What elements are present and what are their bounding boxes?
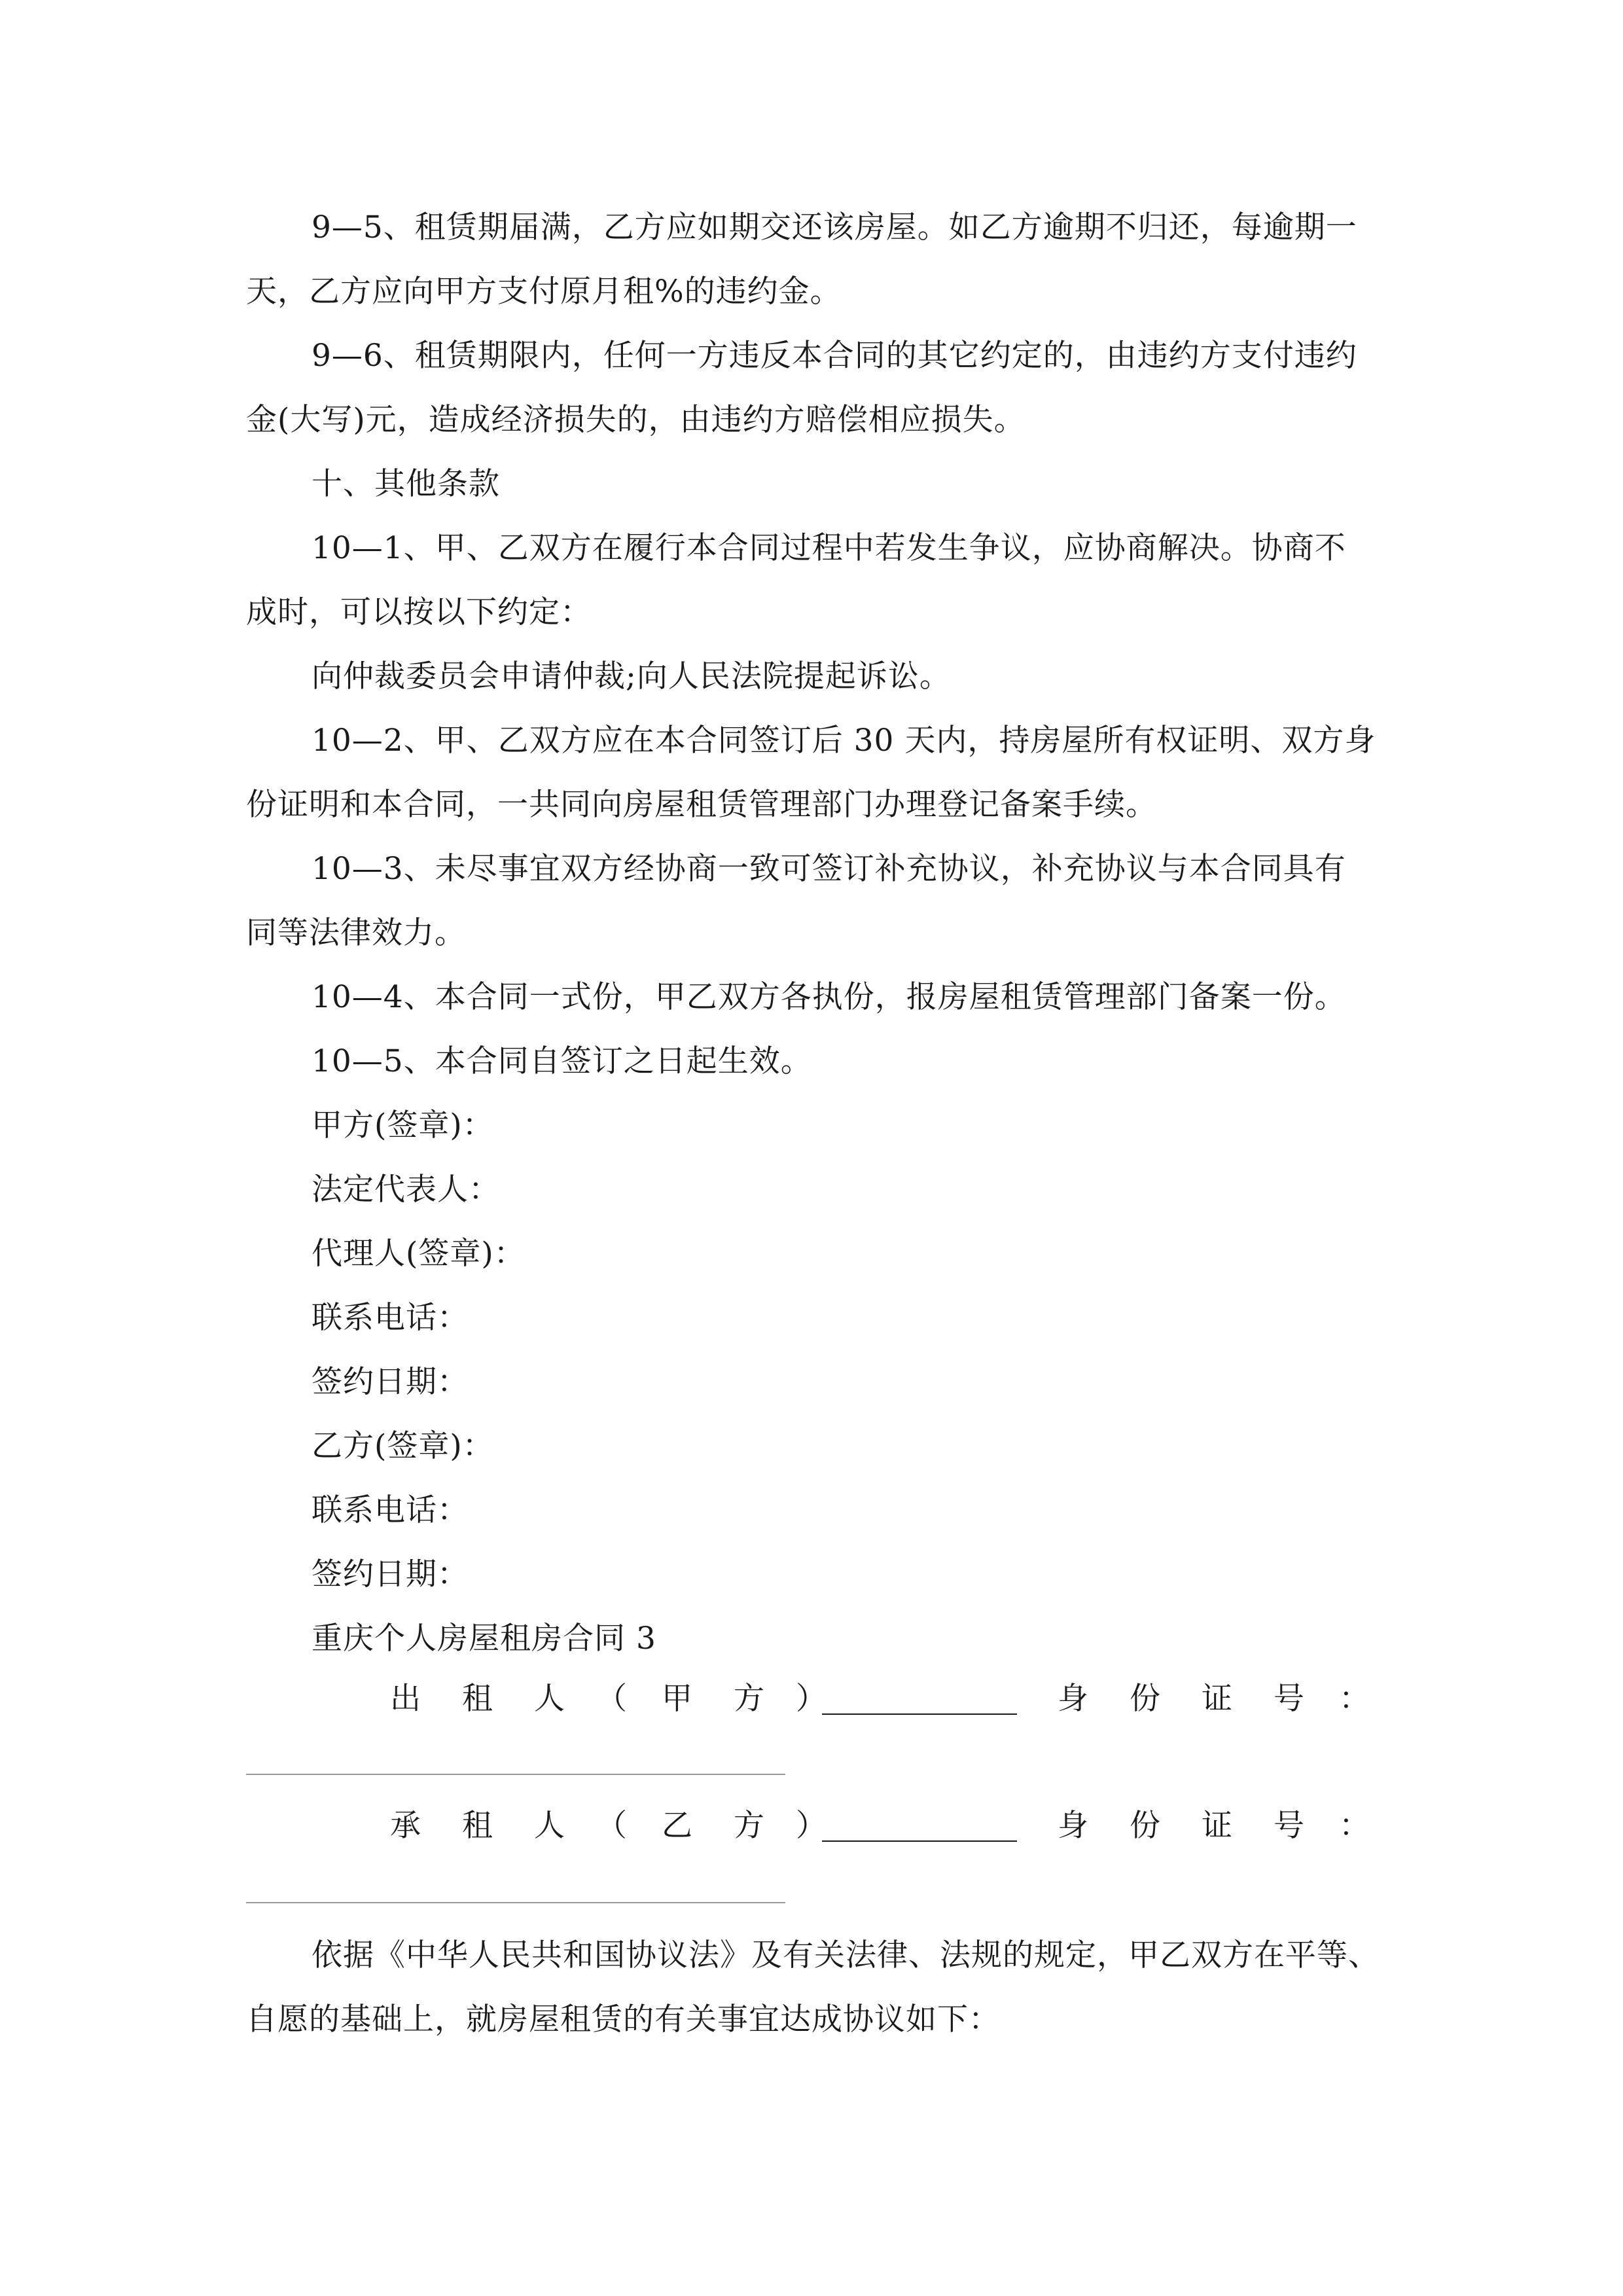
section-10-heading: 十、其他条款 xyxy=(312,466,500,502)
clause-10-1-options: 向仲裁委员会申请仲裁;向人民法院提起诉讼。 xyxy=(312,658,951,694)
party-b-phone-label: 联系电话： xyxy=(312,1492,469,1528)
clause-9-6-line-1: 9—6、租赁期限内，任何一方违反本合同的其它约定的，由违约方支付违约 xyxy=(312,338,1357,374)
lessee-id-char: 份 xyxy=(1130,1808,1160,1844)
contract-3-title: 重庆个人房屋租房合同 3 xyxy=(312,1621,656,1657)
clause-10-2-line-2: 份证明和本合同，一共同向房屋租赁管理部门办理登记备案手续。 xyxy=(246,787,1157,823)
lessor-id-char: 号 xyxy=(1274,1681,1304,1717)
clause-10-5: 10—5、本合同自签订之日起生效。 xyxy=(312,1043,812,1079)
lessor-id-char: ： xyxy=(1339,1681,1370,1717)
lessee-id-char: 证 xyxy=(1202,1808,1232,1844)
lessor-id-char: 证 xyxy=(1202,1681,1232,1717)
lessee-char: （ xyxy=(596,1808,627,1844)
lessee-id-blank xyxy=(246,1902,785,1903)
lessee-row xyxy=(246,1806,1378,1846)
lessor-char: （ xyxy=(596,1681,627,1717)
lessee-id-char: ： xyxy=(1339,1808,1370,1844)
clause-10-1-line-1: 10—1、甲、乙双方在履行本合同过程中若发生争议，应协商解决。协商不 xyxy=(312,530,1346,566)
lessee-id-char: 号 xyxy=(1274,1808,1304,1844)
clause-10-3-line-2: 同等法律效力。 xyxy=(246,915,466,951)
contract-3-intro-line-2: 自愿的基础上，就房屋租赁的有关事宜达成协议如下： xyxy=(246,2001,1000,2037)
lessor-id-blank xyxy=(246,1774,785,1775)
party-b-seal-label: 乙方(签章)： xyxy=(312,1428,494,1464)
clause-9-5-line-2: 天，乙方应向甲方支付原月租%的违约金。 xyxy=(246,274,842,310)
party-a-seal-label: 甲方(签章)： xyxy=(312,1107,494,1143)
party-b-date-label: 签约日期： xyxy=(312,1556,469,1592)
lessee-char: 方 xyxy=(734,1808,764,1844)
lessor-char: 人 xyxy=(534,1681,565,1717)
legal-rep-label: 法定代表人： xyxy=(312,1172,500,1208)
agent-seal-label: 代理人(签章)： xyxy=(312,1236,526,1272)
lessee-id-char: 身 xyxy=(1058,1808,1088,1844)
party-a-date-label: 签约日期： xyxy=(312,1364,469,1400)
clause-9-5-line-1: 9—5、租赁期届满，乙方应如期交还该房屋。如乙方逾期不归还，每逾期一 xyxy=(312,209,1357,245)
party-a-phone-label: 联系电话： xyxy=(312,1300,469,1336)
lessor-char: ） xyxy=(796,1681,827,1717)
lessee-char: 承 xyxy=(390,1808,421,1844)
lessee-char: 人 xyxy=(534,1808,565,1844)
lessor-id-char: 份 xyxy=(1130,1681,1160,1717)
clause-10-4: 10—4、本合同一式份，甲乙双方各执份，报房屋租赁管理部门备案一份。 xyxy=(312,979,1346,1015)
lessor-row xyxy=(246,1679,1378,1719)
clause-9-6-line-2: 金(大写)元，造成经济损失的，由违约方赔偿相应损失。 xyxy=(246,402,1026,438)
clause-10-3-line-1: 10—3、未尽事宜双方经协商一致可签订补充协议，补充协议与本合同具有 xyxy=(312,851,1346,887)
clause-10-1-line-2: 成时，可以按以下约定： xyxy=(246,594,592,630)
lessee-char: 乙 xyxy=(662,1808,692,1844)
lessor-char: 方 xyxy=(734,1681,764,1717)
clause-10-2-line-1: 10—2、甲、乙双方应在本合同签订后 30 天内，持房屋所有权证明、双方身 xyxy=(312,723,1376,759)
lessee-name-blank xyxy=(822,1840,1017,1842)
lessor-char: 租 xyxy=(462,1681,493,1717)
lessor-char: 甲 xyxy=(662,1681,692,1717)
contract-3-intro-line-1: 依据《中华人民共和国协议法》及有关法律、法规的规定，甲乙双方在平等、 xyxy=(312,1937,1380,1973)
lessee-char: ） xyxy=(796,1808,827,1844)
lessor-name-blank xyxy=(822,1713,1017,1715)
lessor-char: 出 xyxy=(390,1681,421,1717)
lessee-char: 租 xyxy=(462,1808,493,1844)
lessor-id-char: 身 xyxy=(1058,1681,1088,1717)
